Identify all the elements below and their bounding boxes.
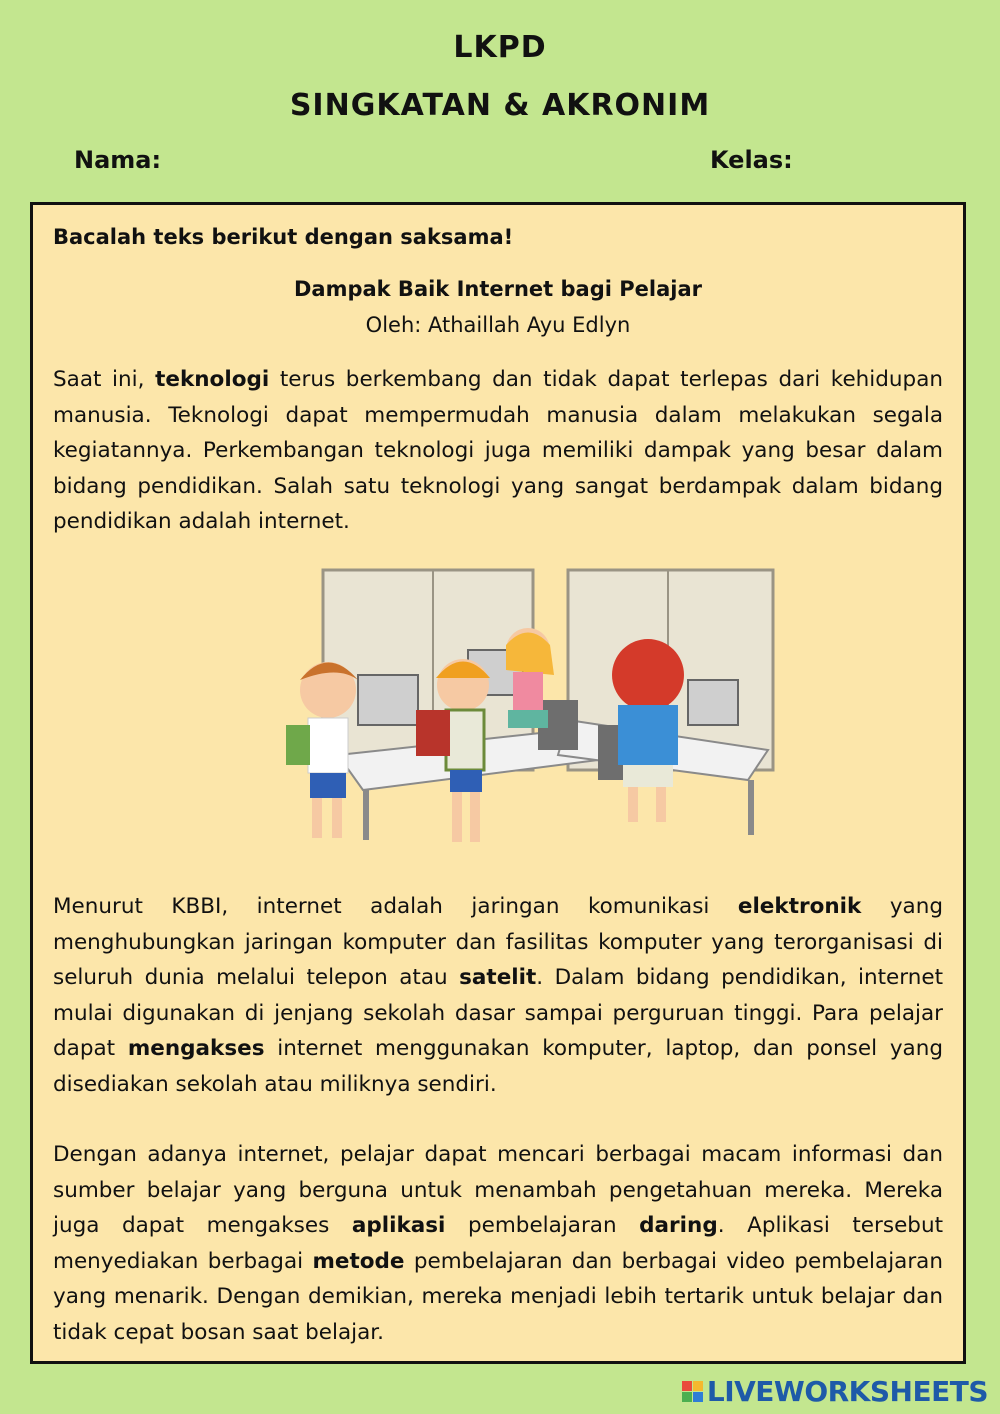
keyword: satelit — [459, 965, 537, 990]
keyword: metode — [312, 1248, 405, 1274]
keyword: teknologi — [155, 367, 270, 392]
liveworksheets-mark-icon — [682, 1381, 703, 1402]
nama-label: Nama: — [74, 146, 162, 174]
computer-lab-illustration — [268, 550, 778, 870]
worksheet-title: LKPD — [453, 30, 547, 65]
kelas-label: Kelas: — [710, 146, 793, 174]
keyword: daring — [639, 1213, 718, 1238]
worksheet-subtitle: SINGKATAN & AKRONIM — [289, 88, 711, 123]
keyword: elektronik — [737, 894, 862, 919]
article-title: Dampak Baik Internet bagi Pelajar — [293, 277, 703, 301]
keyword: aplikasi — [351, 1213, 446, 1238]
liveworksheets-logo[interactable] — [682, 1375, 988, 1408]
paragraph-1: Saat ini, teknologi terus berkembang dan tidak dapat terlepas dari kehidupan manusia. Teknologi dapat mempermudah manusia dalam melakukan segala kegiatannya. Perkembangan teknologi juga memiliki dampak yang besar dalam bidang pendidikan. Salah satu teknologi yang sangat berdampak dalam bidang pendidikan adalah internet. — [53, 367, 943, 534]
instruction-text: Bacalah teks berikut dengan saksama! — [53, 225, 514, 249]
paragraph-3: Dengan adanya internet, pelajar dapat mencari berbagai macam informasi dan sumber belajar yang berguna untuk menambah pengetahuan mereka. Mereka juga dapat mengakses aplikasi pembelajaran daring. Aplikasi tersebut menyediakan berbagai metode pembelajaran dan berbagai video pembelajaran yang menarik. Dengan demikian, mereka menjadi lebih tertarik untuk belajar dan tidak cepat bosan saat belajar. — [53, 1142, 943, 1345]
paragraph-2: Menurut KBBI, internet adalah jaringan komunikasi elektronik yang menghubungkan jaringan komputer dan fasilitas komputer yang terorganisasi di seluruh dunia melalui telepon atau satelit. Dalam bidang pendidikan, internet mulai digunakan di jenjang sekolah dasar sampai perguruan tinggi. Para pelajar dapat mengakses internet menggunakan komputer, laptop, dan ponsel yang disediakan sekolah atau miliknya sendiri. — [53, 894, 943, 1097]
reading-box — [30, 202, 966, 1364]
article-author: Oleh: Athaillah Ayu Edlyn — [365, 313, 631, 337]
logo-text: LIVEWORKSHEETS — [706, 1375, 988, 1408]
keyword: mengakses — [127, 1036, 265, 1061]
